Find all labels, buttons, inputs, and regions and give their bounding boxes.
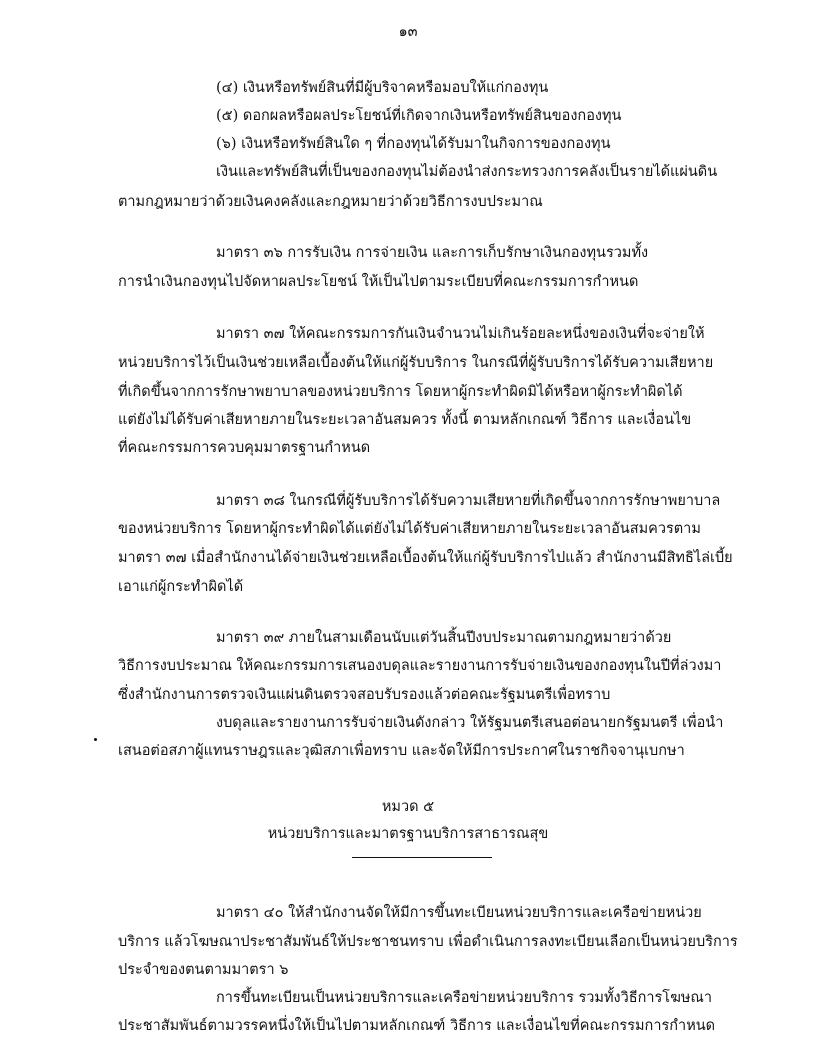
section-37-line-3: ที่เกิดขึ้นจากการรักษาพยาบาลของหน่วยบริการ โดยหาผู้กระทำผิดมิได้หรือหาผู้กระทำผิดได้ bbox=[118, 384, 683, 400]
section-40-para2-line-1: การขึ้นทะเบียนเป็นหน่วยบริการและเครือข่ายหน่วยบริการ รวมทั้งวิธีการโฆษณา bbox=[216, 990, 713, 1006]
section-38-line-3: มาตรา ๓๗ เมื่อสำนักงานได้จ่ายเงินช่วยเหลือเบื้องต้นให้แก่ผู้รับบริการไปแล้ว สำนักงานมีสิทธิไล่เบี้ย bbox=[118, 550, 733, 566]
section-37-line-2: หน่วยบริการไว้เป็นเงินช่วยเหลือเบื้องต้นให้แก่ผู้รับบริการ ในกรณีที่ผู้รับบริการได้รับความเสียหาย bbox=[118, 355, 714, 371]
section-39-line-1: มาตรา ๓๙ ภายในสามเดือนนับแต่วันสิ้นปีงบประมาณตามกฎหมายว่าด้วย bbox=[216, 630, 672, 646]
section-36-line-2: การนำเงินกองทุนไปจัดหาผลประโยชน์ ให้เป็นไปตามระเบียบที่คณะกรรมการกำหนด bbox=[118, 274, 639, 290]
section-37-line-1: มาตรา ๓๗ ให้คณะกรรมการกันเงินจำนวนไม่เกินร้อยละหนึ่งของเงินที่จะจ่ายให้ bbox=[216, 326, 705, 342]
list-item-5: (๕) ดอกผลหรือผลประโยชน์ที่เกิดจากเงินหรือทรัพย์สินของกองทุน bbox=[216, 108, 622, 124]
section-38-line-2: ของหน่วยบริการ โดยหาผู้กระทำผิดได้แต่ยังไม่ได้รับค่าเสียหายภายในระยะเวลาอันสมควรตาม bbox=[118, 521, 701, 537]
list-item-6: (๖) เงินหรือทรัพย์สินใด ๆ ที่กองทุนได้รับมาในกิจการของกองทุน bbox=[216, 136, 611, 152]
stray-mark bbox=[94, 738, 97, 741]
chapter-divider bbox=[352, 857, 492, 858]
section-39-line-3: ซึ่งสำนักงานการตรวจเงินแผ่นดินตรวจสอบรับรองแล้วต่อคณะรัฐมนตรีเพื่อทราบ bbox=[118, 687, 611, 703]
section-39-line-2: วิธีการงบประมาณ ให้คณะกรรมการเสนองบดุลและรายงานการรับจ่ายเงินของกองทุนในปีที่ล่วงมา bbox=[118, 658, 722, 674]
section-38-line-4: เอาแก่ผู้กระทำผิดได้ bbox=[118, 579, 244, 595]
fund-revenue-line-2: ตามกฎหมายว่าด้วยเงินคงคลังและกฎหมายว่าด้วยวิธีการงบประมาณ bbox=[118, 194, 543, 210]
section-40-para2-line-2: ประชาสัมพันธ์ตามวรรคหนึ่งให้เป็นไปตามหลักเกณฑ์ วิธีการ และเงื่อนไขที่คณะกรรมการกำหนด bbox=[118, 1018, 716, 1034]
page-number: ๑๓ bbox=[398, 24, 418, 40]
section-40-line-3: ประจำของตนตามมาตรา ๖ bbox=[118, 962, 289, 978]
section-40-line-2: บริการ แล้วโฆษณาประชาสัมพันธ์ให้ประชาชนทราบ เพื่อดำเนินการลงทะเบียนเลือกเป็นหน่วยบริการ bbox=[118, 934, 738, 950]
chapter-number: หมวด ๕ bbox=[381, 799, 435, 815]
section-39-para2-line-1: งบดุลและรายงานการรับจ่ายเงินดังกล่าว ให้รัฐมนตรีเสนอต่อนายกรัฐมนตรี เพื่อนำ bbox=[216, 715, 724, 731]
section-37-line-4: แต่ยังไม่ได้รับค่าเสียหายภายในระยะเวลาอันสมควร ทั้งนี้ ตามหลักเกณฑ์ วิธีการ และเงื่อนไข bbox=[118, 412, 692, 428]
chapter-title: หน่วยบริการและมาตรฐานบริการสาธารณสุข bbox=[267, 826, 549, 842]
section-37-line-5: ที่คณะกรรมการควบคุมมาตรฐานกำหนด bbox=[118, 440, 371, 456]
section-39-para2-line-2: เสนอต่อสภาผู้แทนราษฎรและวุฒิสภาเพื่อทราบ และจัดให้มีการประกาศในราชกิจจานุเบกษา bbox=[118, 743, 685, 759]
fund-revenue-line-1: เงินและทรัพย์สินที่เป็นของกองทุนไม่ต้องนำส่งกระทรวงการคลังเป็นรายได้แผ่นดิน bbox=[216, 164, 718, 180]
list-item-4: (๔) เงินหรือทรัพย์สินที่มีผู้บริจาคหรือมอบให้แก่กองทุน bbox=[216, 80, 549, 96]
section-36-line-1: มาตรา ๓๖ การรับเงิน การจ่ายเงิน และการเก็บรักษาเงินกองทุนรวมทั้ง bbox=[216, 245, 649, 261]
section-40-line-1: มาตรา ๔๐ ให้สำนักงานจัดให้มีการขึ้นทะเบียนหน่วยบริการและเครือข่ายหน่วย bbox=[216, 905, 702, 921]
section-38-line-1: มาตรา ๓๘ ในกรณีที่ผู้รับบริการได้รับความเสียหายที่เกิดขึ้นจากการรักษาพยาบาล bbox=[216, 493, 721, 509]
